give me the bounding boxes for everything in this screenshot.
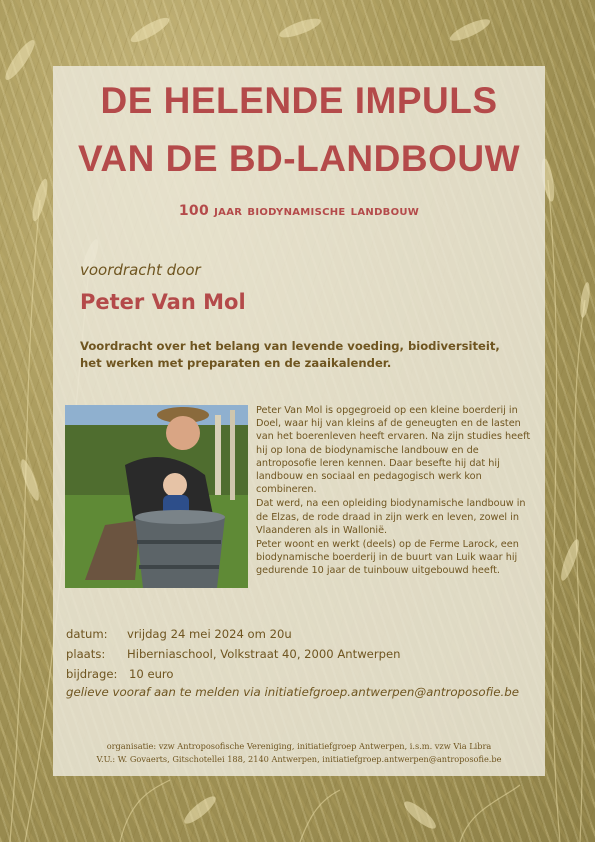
event-details	[66, 624, 400, 684]
organizer-line: organisatie: vzw Antroposofische Vereniging, initiatiefgroep Antwerpen, i.s.m. vzw Via Libra	[106, 741, 492, 751]
speaker-photo-illustration	[65, 405, 248, 588]
title-line-2: VAN DE BD-LANDBOUW	[78, 138, 520, 179]
bio-paragraph: Peter woont en werkt (deels) op de Ferme Larock, een biodynamische boerderij in de buurt van Luik waar hij gedurende 10 jaar de tuinbouw uitgebouwd heeft.	[256, 539, 519, 577]
publisher-line: V.U.: W. Govaerts, Gitschotellei 188, 2140 Antwerpen, initiatiefgroep.antwerpen@antroposofie.be	[96, 754, 502, 764]
subtitle: 100 jaar biodynamische landbouw	[178, 203, 420, 219]
intro-text: voordracht door	[80, 261, 201, 279]
lecture-summary-line-1: Voordracht over het belang van levende voeding, biodiversiteit,	[80, 339, 500, 353]
poster-panel	[53, 66, 545, 776]
detail-value: 10 euro	[129, 667, 174, 681]
speaker-biography	[256, 404, 538, 579]
detail-row-date	[66, 624, 400, 644]
speaker-name: Peter Van Mol	[80, 290, 246, 314]
detail-value: Hiberniaschool, Volkstraat 40, 2000 Antwerpen	[127, 647, 401, 661]
detail-label: bijdrage:	[66, 667, 118, 681]
detail-value: vrijdag 24 mei 2024 om 20u	[127, 627, 292, 641]
detail-label: plaats:	[66, 647, 106, 661]
bio-paragraph: Dat werd, na een opleiding biodynamische landbouw in de Elzas, de rode draad in zijn werk en leven, zowel in Vlaanderen als in Wallonië.	[256, 498, 526, 536]
detail-row-fee	[66, 664, 400, 684]
speaker-photo	[65, 405, 248, 588]
lecture-summary-line-2: het werken met preparaten en de zaaikalender.	[80, 356, 392, 370]
bio-paragraph: Peter Van Mol is opgegroeid op een kleine boerderij in Doel, waar hij van kleins af de geneugten en de lasten van het boerenleven heeft ervaren. Na zijn studies heeft hij op Iona de biodynamische landbouw en de antroposofie leren kennen. Daar besefte hij dat hij landbouw en sociaal en pedagogisch werk kon combineren.	[256, 405, 531, 496]
title-line-1: DE HELENDE IMPULS	[100, 80, 498, 121]
detail-row-place	[66, 644, 400, 664]
registration-notice: gelieve vooraf aan te melden via initiatiefgroep.antwerpen@antroposofie.be	[66, 685, 519, 699]
detail-label: datum:	[66, 627, 108, 641]
lecture-summary	[80, 338, 520, 372]
